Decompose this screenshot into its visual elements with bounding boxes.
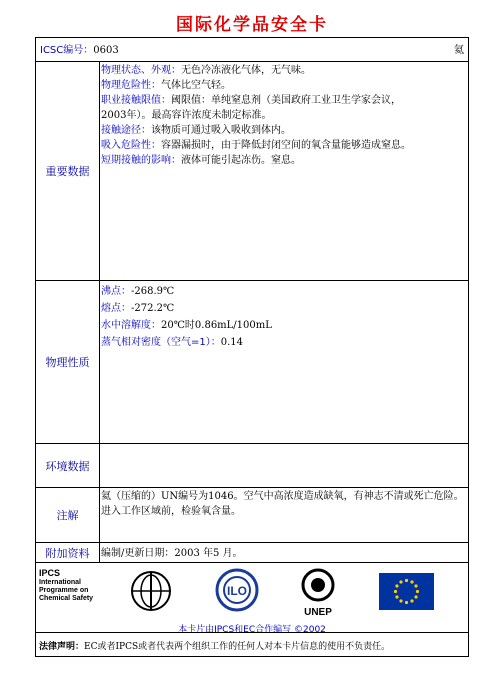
icsc-label: ICSC编号： xyxy=(40,45,94,56)
important-key: 职业接触限值： xyxy=(101,95,171,106)
important-key: 短期接触的影响： xyxy=(101,155,181,166)
extra-row xyxy=(36,543,468,563)
important-value: 阈限值：单纯窒息剂（美国政府工业卫生学家会议， xyxy=(171,95,401,106)
physical-value: 20℃时0.86mL/100mL xyxy=(161,320,272,331)
eu-star xyxy=(395,584,398,587)
important-line xyxy=(101,153,466,168)
physical-key: 沸点： xyxy=(101,286,131,297)
important-value: 2003年）。最高容许浓度未制定标准。 xyxy=(101,110,272,121)
header-row xyxy=(36,38,468,62)
substance-name: 氦 xyxy=(454,45,464,56)
physical-key: 熔点： xyxy=(101,303,131,314)
env-label: 环境数据 xyxy=(36,444,100,487)
important-value: 容器漏损时，由于降低封闭空间的氧含量能够造成窒息。 xyxy=(161,140,411,151)
physical-value: 0.14 xyxy=(220,337,244,348)
who-emblem-icon xyxy=(128,569,174,613)
important-line xyxy=(101,93,466,108)
important-label: 重要数据 xyxy=(36,62,100,280)
eu-star xyxy=(394,590,397,593)
physical-line xyxy=(101,283,466,300)
logos-row xyxy=(36,563,468,633)
eu-star xyxy=(399,599,402,602)
env-data xyxy=(99,444,468,487)
env-row xyxy=(36,444,468,488)
unep-emblem-icon xyxy=(298,567,338,607)
notes-label: 注解 xyxy=(36,488,100,542)
physical-line xyxy=(101,334,466,351)
important-line xyxy=(101,138,466,153)
svg-text:ILO: ILO xyxy=(227,584,247,598)
physical-value: -268.9℃ xyxy=(131,286,175,297)
important-key: 物理危险性： xyxy=(101,80,161,91)
physical-key: 水中溶解度： xyxy=(101,320,161,331)
credit-text: 本卡片由IPCS和EC合作编写 ©2002 xyxy=(178,625,326,635)
important-line xyxy=(101,63,466,78)
important-data xyxy=(99,62,468,280)
important-value: 液体可能引起冻伤。窒息。 xyxy=(181,155,301,166)
ilo-emblem-icon xyxy=(214,567,260,613)
physical-key: 蒸气相对密度（空气=1）： xyxy=(101,337,221,348)
eu-flag-icon xyxy=(379,573,434,610)
physical-value: -272.2℃ xyxy=(131,303,175,314)
page-title: 国际化学品安全卡 xyxy=(176,15,328,35)
physical-line xyxy=(101,300,466,317)
extra-text: 编制/更新日期：2003 年5 月。 xyxy=(101,548,243,559)
eu-star xyxy=(416,590,419,593)
important-key: 吸入危险性： xyxy=(101,140,161,151)
physical-label: 物理性质 xyxy=(36,281,100,443)
legal-footer: 法律声明：EC或者IPCS或者代表两个组织工作的任何人对本卡片信息的使用不负责任。 xyxy=(36,632,468,656)
icsc-number: 0603 xyxy=(93,45,119,56)
physical-line xyxy=(101,317,466,334)
eu-star xyxy=(405,601,408,604)
unep-label: UNEP xyxy=(304,607,332,618)
notes-row xyxy=(36,488,468,543)
important-key: 接触途径： xyxy=(101,125,151,136)
important-row xyxy=(36,62,468,281)
important-value: 无色冷冻液化气体，无气味。 xyxy=(181,65,311,76)
eu-star xyxy=(414,584,417,587)
important-line xyxy=(101,123,466,138)
ipcs-logo: IPCS International Programme on Chemical Safety xyxy=(39,568,94,602)
eu-star xyxy=(414,595,417,598)
physical-row xyxy=(36,281,468,444)
eu-star xyxy=(405,579,408,582)
physical-data xyxy=(99,281,468,443)
notes-text: 氦（压缩的）UN编号为1046。空气中高浓度造成缺氧，有神志不清或死亡危险。进入工作区域前，检验氧含量。 xyxy=(101,491,464,517)
eu-star xyxy=(410,599,413,602)
extra-label: 附加资料 xyxy=(36,543,100,562)
important-value: 气体比空气轻。 xyxy=(161,80,231,91)
important-line xyxy=(101,78,466,93)
important-line xyxy=(101,108,466,123)
safety-card xyxy=(35,37,469,657)
eu-star xyxy=(410,580,413,583)
important-value: 该物质可通过吸入吸收到体内。 xyxy=(151,125,291,136)
important-key: 物理状态、外观： xyxy=(101,65,181,76)
eu-star xyxy=(395,595,398,598)
eu-star xyxy=(399,580,402,583)
